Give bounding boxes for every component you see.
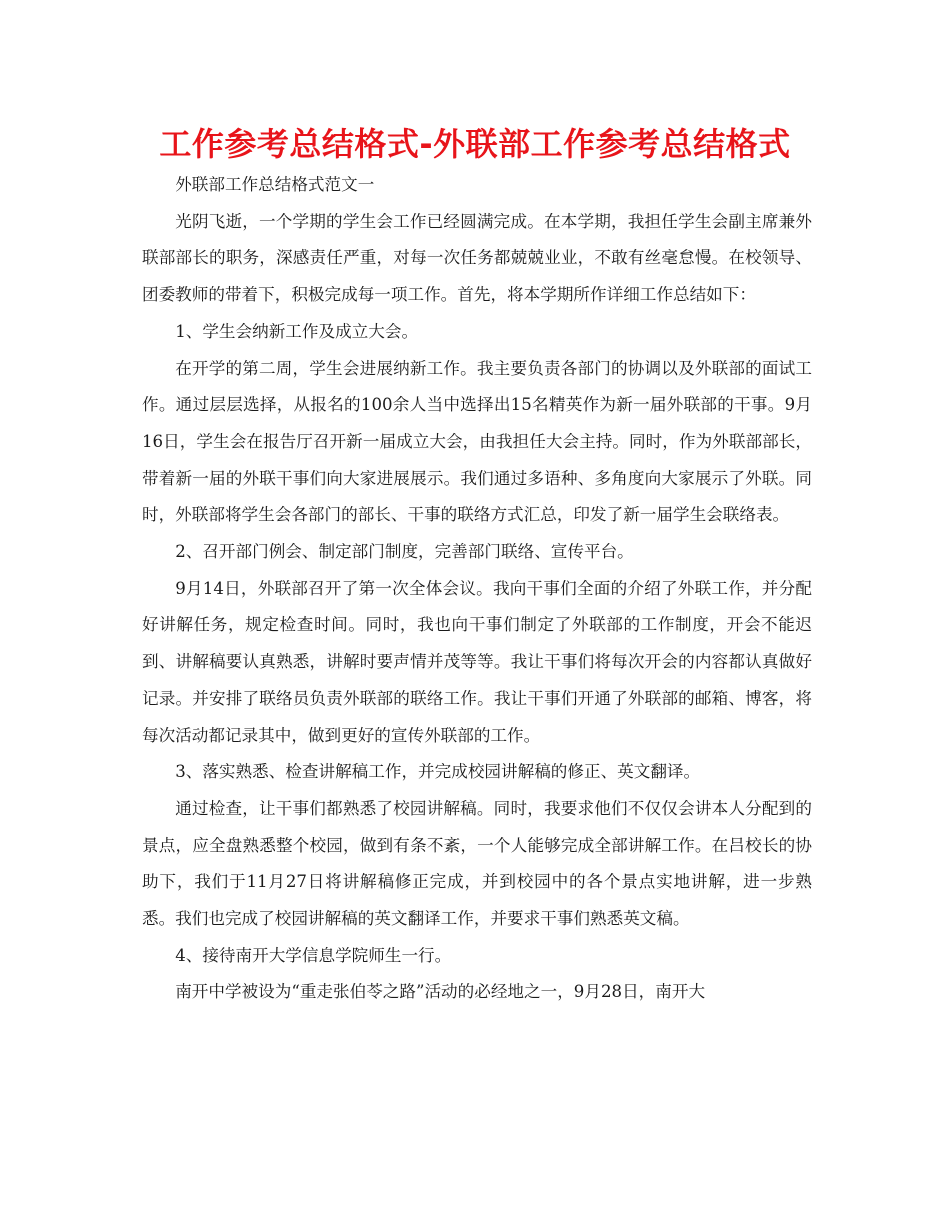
section-paragraph-1: 在开学的第二周，学生会进展纳新工作。我主要负责各部门的协调以及外联部的面试工作。通过层层选择，从报名的100余人当中选择出15名精英作为新一届外联部的干事。9月16日，学生会在报告厅召开新一届成立大会，由我担任大会主持。同时，作为外联部部长，带着新一届的外联干事们向大家进展展示。我们通过多语种、多角度向大家展示了外联。同时，外联部将学生会各部门的部长、干事的联络方式汇总，印发了新一届学生会联络表。	[142, 358, 812, 525]
intro-paragraph: 光阴飞逝，一个学期的学生会工作已经圆满完成。在本学期，我担任学生会副主席兼外联部部长的职务，深感责任严重，对每一次任务都兢兢业业，不敢有丝毫怠慢。在校领导、团委教师的带着下，积极完成每一项工作。首先，将本学期所作详细工作总结如下：	[142, 211, 812, 305]
document-title: 工作参考总结格式-外联部工作参考总结格式	[159, 125, 791, 163]
section-paragraph-4: 南开中学被设为“重走张伯苓之路”活动的必经地之一，9月28日，南开大	[175, 982, 706, 1002]
section-heading-2: 2、召开部门例会、制定部门制度，完善部门联络、宣传平台。	[175, 542, 634, 562]
subtitle-paragraph: 外联部工作总结格式范文一	[175, 175, 375, 194]
section-heading-3: 3、落实熟悉、检查讲解稿工作，并完成校园讲解稿的修正、英文翻译。	[175, 762, 701, 782]
section-paragraph-2: 9月14日，外联部召开了第一次全体会议。我向干事们全面的介绍了外联工作，并分配好讲解任务，规定检查时间。同时，我也向干事们制定了外联部的工作制度，开会不能迟到、讲解稿要认真熟悉，讲解时要声情并茂等等。我让干事们将每次开会的内容都认真做好记录。并安排了联络员负责外联部的联络工作。我让干事们开通了外联部的邮箱、博客，将每次活动都记录其中，做到更好的宣传外联部的工作。	[142, 578, 812, 745]
section-heading-4: 4、接待南开大学信息学院师生一行。	[175, 945, 452, 965]
section-heading-1: 1、学生会纳新工作及成立大会。	[175, 321, 419, 341]
section-paragraph-3: 通过检查，让干事们都熟悉了校园讲解稿。同时，我要求他们不仅仅会讲本人分配到的景点，应全盘熟悉整个校园，做到有条不紊，一个人能够完成全部讲解工作。在吕校长的协助下，我们于11月27日将讲解稿修正完成，并到校园中的各个景点实地讲解，进一步熟悉。我们也完成了校园讲解稿的英文翻译工作，并要求干事们熟悉英文稿。	[142, 798, 812, 929]
document-body	[142, 167, 812, 1011]
